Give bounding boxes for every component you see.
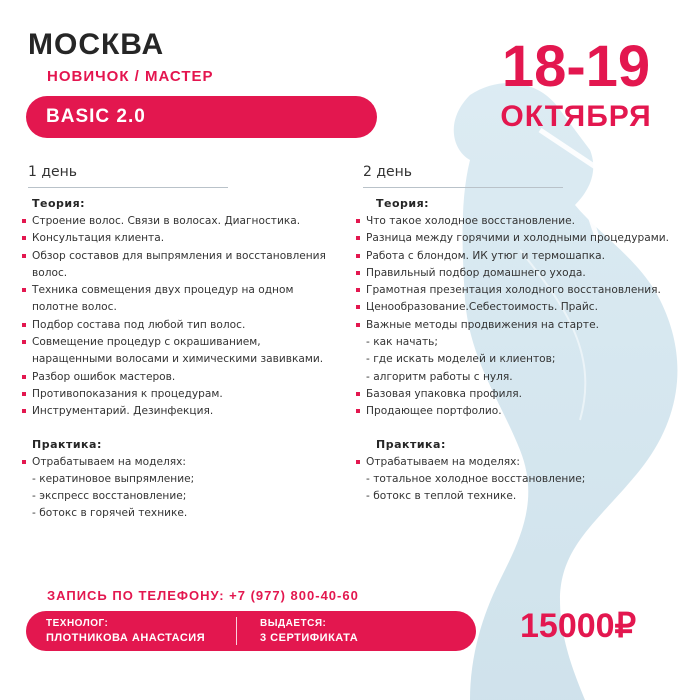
day1-practice-title: Практика: [32,437,102,451]
list-item: Консультация клиента. [22,230,340,247]
info-bar [26,611,476,651]
list-item: Разбор ошибок мастеров. [22,369,340,386]
list-item: - ботокс в теплой технике. [366,490,517,503]
list-item: Продающее портфолио. [356,403,692,420]
day1-theory-list [22,213,340,421]
day2-practice-list [356,454,692,506]
day1-theory-title: Теория: [32,197,86,210]
day1-divider [28,187,228,188]
list-item: Противопоказания к процедурам. [22,386,340,403]
day2-theory-list [356,213,692,421]
list-item: - тотальное холодное восстановление; [366,472,586,485]
list-item: Базовая упаковка профиля. [356,386,692,403]
list-item: - кератиновое выпрямление; [32,472,195,485]
day1-heading: 1 день [28,164,78,180]
list-item: Отрабатываем на моделях: [22,454,340,471]
list-item: Подбор состава под любой тип волос. [22,317,340,334]
technologist-label: ТЕХНОЛОГ: [46,618,109,629]
list-item: - экспресс восстановление; [32,490,187,503]
list-item: Совмещение процедур с окрашиванием, наращенными волосами и химическими завивками. [22,334,340,369]
date-range: 18-19 [501,34,651,99]
list-item: - ботокс в горячей технике. [32,507,188,520]
list-item: Инструментарий. Дезинфекция. [22,403,340,420]
list-item: Разница между горячими и холодными процедурами. [356,230,692,247]
list-item: Отрабатываем на моделях: [356,454,692,471]
city-title: МОСКВА [28,28,165,61]
day1-practice-list [22,454,340,523]
course-badge: BASIC 2.0 [26,96,377,138]
list-item: Важные методы продвижения на старте. [356,317,692,334]
month-label: ОКТЯБРЯ [500,100,652,133]
phone-line: ЗАПИСЬ ПО ТЕЛЕФОНУ: +7 (977) 800-40-60 [47,588,359,603]
day2-practice-title: Практика: [376,437,446,451]
list-item: - где искать моделей и клиентов; [366,353,556,366]
day2-heading: 2 день [363,164,413,180]
list-item: Техника совмещения двух процедур на одном полотне волос. [22,282,340,317]
technologist-name: ПЛОТНИКОВА АНАСТАСИЯ [46,632,206,644]
price: 15000₽ [520,607,637,645]
day2-divider [363,187,563,188]
day1-program [22,197,340,523]
list-item: Обзор составов для выпрямления и восстановления волос. [22,248,340,283]
list-item: Строение волос. Связи в волосах. Диагностика. [22,213,340,230]
info-separator [236,617,237,645]
level-subtitle: НОВИЧОК / МАСТЕР [47,68,214,85]
certificate-label: ВЫДАЕТСЯ: [260,618,327,629]
list-item: Работа с блондом. ИК утюг и термошапка. [356,248,692,265]
day2-theory-title: Теория: [376,197,430,210]
list-item: Что такое холодное восстановление. [356,213,692,230]
list-item: - алгоритм работы с нуля. [366,370,513,383]
list-item: Ценообразование.Себестоимость. Прайс. [356,299,692,316]
list-item: - как начать; [366,336,438,349]
day2-program [356,197,692,505]
certificate-value: 3 СЕРТИФИКАТА [260,632,359,644]
list-item: Грамотная презентация холодного восстановления. [356,282,692,299]
list-item: Правильный подбор домашнего ухода. [356,265,692,282]
